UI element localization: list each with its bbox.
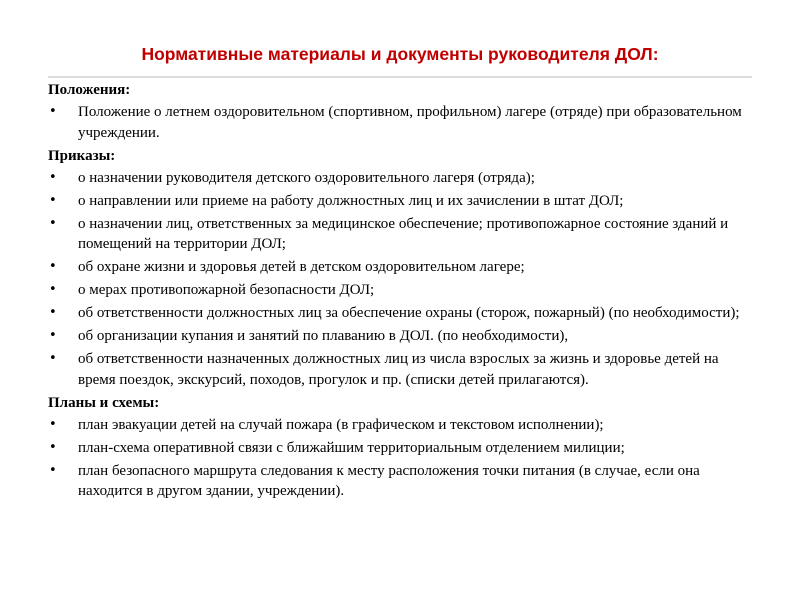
bullet-icon: •	[49, 416, 57, 432]
list-item-text: об ответственности назначенных должностных лиц из числа взрослых за жизнь и здоровье детей на время поездок, экскурсий, походов, прогулок и пр. (списки детей прилагаются).	[78, 351, 719, 388]
page-title: Нормативные материалы и документы руководителя ДОЛ:	[141, 44, 659, 64]
list-item	[48, 461, 748, 502]
list-item-text: Положение о летнем оздоровительном (спортивном, профильном) лагере (отряде) при образовательном учреждении.	[78, 104, 742, 141]
bullet-icon: •	[49, 351, 57, 366]
list-item-text: о назначении лиц, ответственных за медицинское обеспечение; противопожарное состояние зданий и помещений на территории ДОЛ;	[78, 215, 729, 252]
section-heading-plany: Планы и схемы:	[48, 394, 160, 411]
bullet-icon: •	[49, 305, 57, 320]
list-item	[48, 257, 748, 278]
list-item	[48, 326, 748, 347]
bullet-icon: •	[49, 282, 57, 297]
list-item-text: об организации купания и занятий по плаванию в ДОЛ. (по необходимости),	[78, 328, 569, 344]
section-heading-polozheniya: Положения:	[48, 82, 131, 98]
bullet-icon: •	[49, 169, 57, 185]
list-item-text: план безопасного маршрута следования к месту расположения точки питания (в случае, если она находится в другом здании, учреждении).	[78, 462, 700, 499]
bullet-icon: •	[49, 328, 57, 343]
list-item	[48, 214, 748, 255]
bullet-icon: •	[49, 462, 57, 478]
list-item	[48, 438, 748, 459]
bullet-icon: •	[49, 104, 57, 119]
list-item-text: об охране жизни и здоровья детей в детском оздоровительном лагере;	[78, 259, 525, 275]
title-divider	[48, 76, 752, 78]
bullet-icon: •	[49, 259, 57, 274]
list-item	[48, 191, 748, 212]
list-item-text: об ответственности должностных лиц за обеспечение охраны (сторож, пожарный) (по необходимости);	[78, 305, 740, 321]
bullet-icon: •	[49, 192, 57, 208]
list-item-text: план эвакуации детей на случай пожара (в графическом и текстовом исполнении);	[78, 416, 604, 433]
list-item	[48, 168, 748, 189]
document-body	[48, 80, 748, 504]
list-item-text: о назначении руководителя детского оздоровительного лагеря (отряда);	[78, 169, 535, 186]
list-item-text: о направлении или приеме на работу должностных лиц и их зачислении в штат ДОЛ;	[78, 192, 624, 209]
bullet-icon: •	[49, 215, 57, 231]
section-list-prikazy	[48, 168, 748, 391]
bullet-icon: •	[49, 439, 57, 455]
section-heading-prikazy: Приказы:	[48, 147, 116, 164]
list-item	[48, 102, 748, 143]
section-list-polozheniya	[48, 102, 748, 143]
list-item-text: план-схема оперативной связи с ближайшим территориальным отделением милиции;	[78, 439, 625, 456]
list-item-text: о мерах противопожарной безопасности ДОЛ;	[78, 282, 375, 298]
list-item	[48, 303, 748, 324]
list-item	[48, 280, 748, 301]
list-item	[48, 415, 748, 436]
section-list-plany	[48, 415, 748, 502]
list-item	[48, 349, 748, 390]
